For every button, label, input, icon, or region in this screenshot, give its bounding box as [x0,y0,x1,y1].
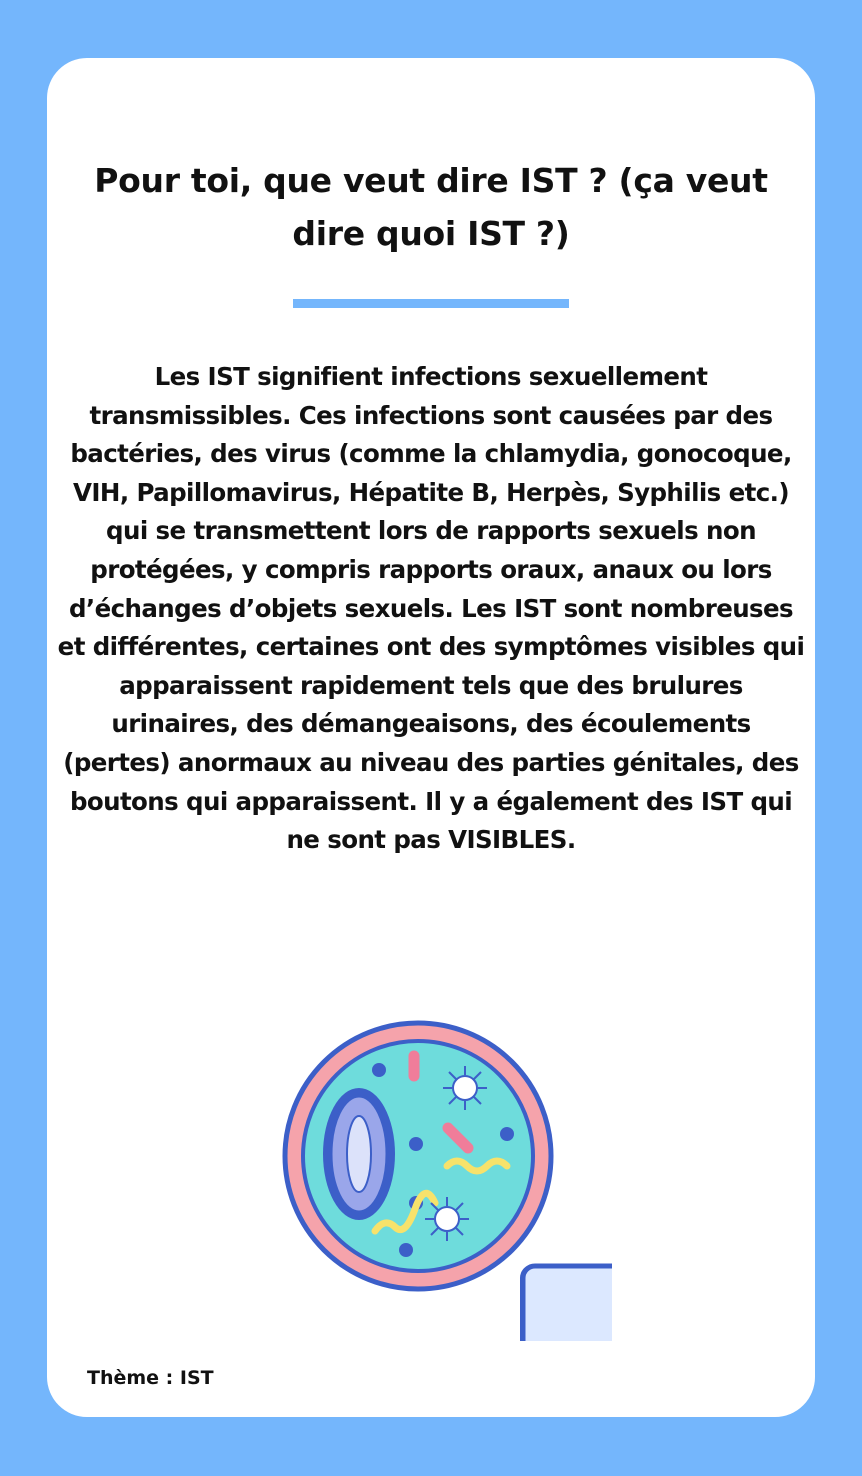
gender-symbols-icon [520,1264,612,1341]
answer-text: Les IST signifient infections sexuellement transmissibles. Ces infections sont causées par des bactéries, des virus (comme la chlamydia, gonocoque, VIH, Papillomavirus, Hépatite B, Herpès, Syphilis etc.) qui se transmettent lors de rapports sexuels non protégées, y compris rapports oraux, anaux ou lors d’échanges d’objets sexuels. Les IST sont nombreuses et différentes, certaines ont des symptômes visibles qui apparaissent rapidement tels que des brulures urinaires, des démangeaisons, des écoulements (pertes) anormaux au niveau des parties génitales, des boutons qui apparaissent. Il y a également des IST qui ne sont pas VISIBLES. [57,362,805,855]
theme-label: Thème : IST [87,1367,214,1389]
title-divider [293,299,569,308]
question-title: Pour toi, que veut dire IST ? (ça veut dire quoi IST ?) [94,161,768,253]
question-card [47,58,815,1417]
illustration [282,1016,612,1341]
petri-dish-bacteria-icon [285,1023,551,1289]
